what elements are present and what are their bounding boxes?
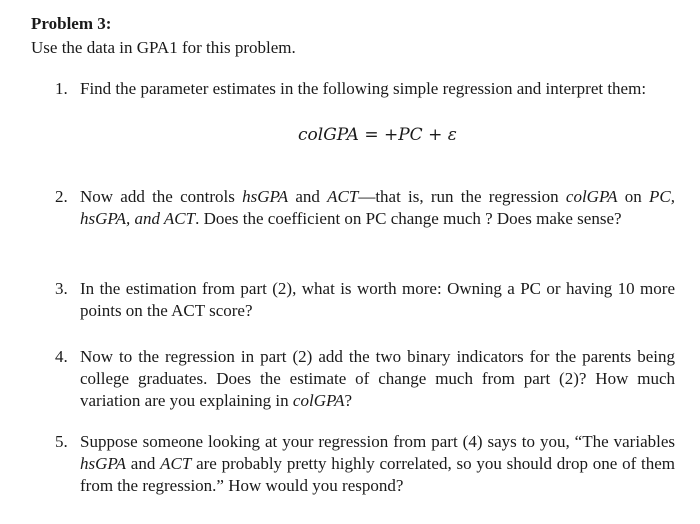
q2-text-d: on: [617, 187, 650, 206]
q5-text-c: are probably pretty highly correlated, so you should drop one of them from the regression.” How would you respond?: [80, 454, 676, 495]
q2-text-a: Now add the controls: [80, 187, 243, 206]
q5-text-b: and: [125, 454, 161, 473]
q2-text-e: . Does the coefficient on PC change much ? Does make sense?: [195, 209, 622, 228]
question-4-text: [80, 346, 675, 412]
q4-colgpa: colGPA: [292, 391, 345, 410]
question-1-text: Find the parameter estimates in the following simple regression and interpret them:: [80, 79, 647, 98]
question-2-number: 2.: [55, 187, 68, 206]
question-3-number: 3.: [55, 279, 68, 298]
question-5-number: 5.: [55, 432, 68, 451]
q2-text-b: and: [288, 187, 328, 206]
question-4-number: 4.: [55, 347, 68, 366]
equation-pc: PC: [398, 125, 423, 145]
question-5-text: [80, 431, 675, 497]
q2-hsgpa: hsGPA: [242, 187, 289, 206]
q4-text-a: Now to the regression in part (2) add the two binary indicators for the parents being college graduates. Does the estimate of change much from part (2)? How much variation are you explaining in: [80, 347, 675, 410]
question-1-number: 1.: [55, 79, 68, 98]
equation-lhs: colGPA: [298, 125, 359, 145]
q5-text-a: Suppose someone looking at your regression from part (4) says to you, “The variables: [80, 432, 675, 451]
question-2-text: [80, 186, 675, 230]
q2-regressors: PC, hsGPA, and ACT: [80, 187, 675, 228]
problem-title: Problem 3:: [31, 14, 112, 33]
q4-text-b: ?: [344, 391, 353, 410]
equation-error: ε: [447, 125, 457, 145]
q2-colgpa: colGPA: [565, 187, 618, 206]
problem-intro: Use the data in GPA1 for this problem.: [31, 38, 296, 57]
regression-equation: [298, 124, 457, 146]
q2-act: ACT: [327, 187, 359, 206]
equation-equals: = +: [358, 125, 399, 145]
equation-plus: +: [422, 125, 448, 145]
question-3-text: In the estimation from part (2), what is worth more: Owning a PC or having 10 more points on the ACT score?: [80, 279, 675, 320]
q5-act: ACT: [160, 454, 192, 473]
q5-hsgpa: hsGPA: [80, 454, 126, 473]
q2-text-c: —that is, run the regression: [358, 187, 566, 206]
